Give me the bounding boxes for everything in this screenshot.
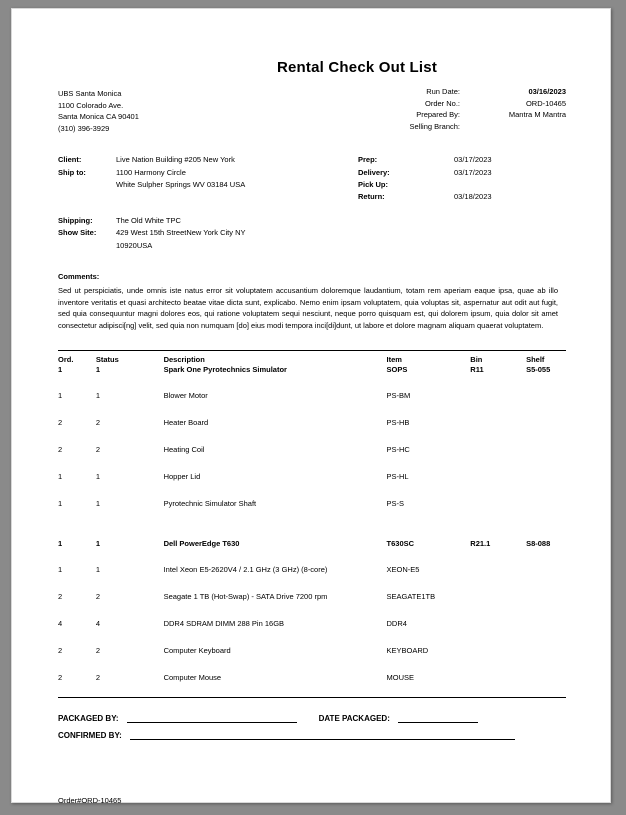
- confirmed-by-field[interactable]: [130, 729, 515, 740]
- meta-prepared-by: [296, 109, 566, 121]
- company-address: [58, 86, 139, 134]
- cell-description: Intel Xeon E5-2620V4 / 2.1 GHz (3 GHz) (8-core): [163, 564, 328, 574]
- cell-bin: R21.1: [470, 538, 491, 548]
- cell-status: 1: [95, 471, 101, 481]
- header-row: [58, 86, 566, 134]
- shipping-label: Shipping:: [58, 216, 93, 226]
- client-value: 1100 Harmony Circle: [116, 167, 186, 177]
- date-value: 03/17/2023: [454, 155, 492, 165]
- items-table: [58, 355, 566, 691]
- cell-item: MOUSE: [386, 672, 415, 682]
- document-body: [58, 59, 566, 805]
- date-label: Prep:: [358, 155, 378, 165]
- meta-label: Run Date:: [426, 87, 460, 96]
- cell-item: SEAGATE1TB: [386, 591, 436, 601]
- meta-label: Prepared By:: [416, 110, 460, 120]
- date-packaged-field[interactable]: [398, 712, 478, 723]
- cell-description: Seagate 1 TB (Hot-Swap) - SATA Drive 7200 rpm: [163, 591, 328, 601]
- client-value: Live Nation Building #205 New York: [116, 155, 235, 165]
- table-row: [58, 583, 566, 610]
- meta-label: Selling Branch:: [409, 121, 460, 131]
- date-values: [454, 154, 566, 203]
- meta-value: ORD-10465: [525, 98, 566, 108]
- cell-status: 1: [95, 538, 101, 548]
- cell-bin: [470, 463, 526, 490]
- cell-ord: 2: [58, 417, 63, 427]
- packaged-by-field[interactable]: [127, 712, 297, 723]
- cell-shelf: [526, 583, 566, 610]
- date-packaged-label: DATE PACKAGED:: [318, 713, 390, 723]
- table-group-spacer: [58, 517, 566, 539]
- column-header-ord: Ord.: [58, 354, 74, 364]
- date-label: Return:: [358, 191, 385, 201]
- order-footer: Order#ORD-10465: [58, 795, 122, 805]
- shipping-values: [116, 215, 566, 252]
- date-value: [454, 179, 566, 191]
- cell-bin: [470, 490, 526, 517]
- company-line: (310) 396-3929: [58, 123, 110, 133]
- table-row: [58, 463, 566, 490]
- shipping-value: The Old White TPC: [116, 216, 181, 226]
- table-row: [58, 637, 566, 664]
- column-header-status: Status: [95, 354, 119, 364]
- meta-label: Order No.:: [424, 98, 460, 108]
- packaged-by-row: [58, 706, 566, 723]
- table-row: [58, 436, 566, 463]
- date-value: 03/17/2023: [454, 167, 492, 177]
- cell-ord: 4: [58, 618, 63, 628]
- cell-shelf: [526, 409, 566, 436]
- cell-ord: 1: [58, 471, 63, 481]
- table-top-rule: [58, 350, 566, 351]
- table-row: [58, 490, 566, 517]
- signature-area: [58, 706, 566, 742]
- cell-bin: R11: [470, 364, 484, 374]
- cell-status: 1: [95, 564, 101, 574]
- shipping-value: 429 West 15th StreetNew York City NY: [116, 228, 246, 238]
- cell-status: 2: [95, 444, 101, 454]
- table-row: [58, 382, 566, 409]
- cell-bin: [470, 583, 526, 610]
- company-line: UBS Santa Monica: [58, 89, 122, 98]
- cell-ord: 1: [58, 364, 63, 374]
- cell-bin: [470, 382, 526, 409]
- cell-ord: 2: [58, 444, 63, 454]
- table-row: [58, 409, 566, 436]
- cell-ord: 2: [58, 645, 63, 655]
- cell-description: Pyrotechnic Simulator Shaft: [163, 498, 257, 508]
- cell-bin: [470, 436, 526, 463]
- packaged-by-label: PACKAGED BY:: [58, 713, 119, 723]
- cell-bin: [470, 610, 526, 637]
- date-label: Delivery:: [358, 167, 390, 177]
- document-page: [11, 8, 611, 803]
- cell-item: SOPS: [386, 364, 408, 374]
- cell-bin: [470, 637, 526, 664]
- cell-item: PS-S: [386, 498, 405, 508]
- date-value: 03/18/2023: [454, 191, 492, 201]
- comments-title: Comments:: [58, 271, 100, 281]
- client-value: White Sulpher Springs WV 03184 USA: [116, 179, 246, 189]
- cell-bin: [470, 664, 526, 691]
- cell-shelf: S5-055: [526, 364, 551, 374]
- client-info: [58, 154, 358, 203]
- table-row: [58, 539, 566, 556]
- meta-value: [470, 121, 566, 133]
- cell-ord: 1: [58, 390, 63, 400]
- table-row: [58, 365, 566, 382]
- items-table-body: [58, 365, 566, 691]
- confirmed-by-label: CONFIRMED BY:: [58, 730, 122, 740]
- client-label: Ship to:: [58, 167, 86, 177]
- cell-ord: 1: [58, 498, 63, 508]
- cell-item: PS-HC: [386, 444, 410, 454]
- cell-shelf: [526, 436, 566, 463]
- page-title: Rental Check Out List: [276, 59, 438, 76]
- cell-status: 2: [95, 591, 101, 601]
- table-header-row: [58, 355, 566, 365]
- cell-ord: 1: [58, 538, 63, 548]
- table-row: [58, 556, 566, 583]
- client-label: [58, 179, 116, 191]
- shipping-label: [58, 240, 116, 252]
- client-block: [58, 154, 566, 203]
- cell-status: 2: [95, 645, 101, 655]
- cell-description: Hopper Lid: [163, 471, 201, 481]
- cell-status: 1: [95, 364, 101, 374]
- client-label: Client:: [58, 155, 82, 165]
- cell-shelf: [526, 637, 566, 664]
- shipping-block: [58, 215, 566, 252]
- cell-item: DDR4: [386, 618, 407, 628]
- table-row: [58, 664, 566, 691]
- shipping-value: 10920USA: [116, 240, 153, 250]
- cell-item: T630SC: [386, 538, 415, 548]
- meta-selling-branch: [296, 121, 566, 133]
- client-labels: [58, 154, 116, 203]
- comments-body: Sed ut perspiciatis, unde omnis iste natus error sit voluptatem accusantium doloremque laudantium, totam rem aperiam eaque ipsa, quae ab illo inventore veritatis et quasi architecto beatae vitae dicta sunt, explicabo. Nemo enim ipsam voluptatem, quia voluptas sit, aspernatur aut odit aut fugit, sed quia consequuntur magni dolores eos, qui ratione voluptatem sequi nesciunt, neque porro quisquam est, qui dolorem ipsum, quia dolor sit amet consectetur adipisci[ng] velit, sed quia non numquam [do] eius modi tempora inci[di]dunt, ut labore et dolore magnam aliquam quaerat voluptatem.: [58, 285, 558, 331]
- confirmed-by-row: [58, 723, 566, 740]
- cell-description: Heating Coil: [163, 444, 205, 454]
- meta-value: 03/16/2023: [528, 87, 566, 96]
- cell-description: Spark One Pyrotechnics Simulator: [163, 364, 287, 374]
- cell-bin: [470, 556, 526, 583]
- meta-run-date: [296, 86, 566, 98]
- cell-ord: 2: [58, 591, 63, 601]
- cell-description: Heater Board: [163, 417, 209, 427]
- cell-shelf: [526, 382, 566, 409]
- cell-item: PS-HL: [386, 471, 409, 481]
- cell-status: 1: [95, 498, 101, 508]
- cell-status: 1: [95, 390, 101, 400]
- cell-shelf: [526, 556, 566, 583]
- cell-status: 2: [95, 417, 101, 427]
- column-header-description: Description: [163, 354, 205, 364]
- order-meta: [296, 86, 566, 132]
- company-line: Santa Monica CA 90401: [58, 112, 139, 122]
- company-line: 1100 Colorado Ave.: [58, 100, 124, 110]
- cell-description: Computer Mouse: [163, 672, 222, 682]
- signature-rule: [58, 697, 566, 698]
- meta-value: Mantra M Mantra: [508, 110, 566, 120]
- cell-shelf: [526, 610, 566, 637]
- shipping-labels: [58, 215, 116, 252]
- shipping-label: Show Site:: [58, 228, 97, 238]
- cell-item: PS-BM: [386, 390, 411, 400]
- cell-item: PS-HB: [386, 417, 410, 427]
- cell-description: Blower Motor: [163, 390, 208, 400]
- cell-description: Dell PowerEdge T630: [163, 538, 240, 548]
- column-header-bin: Bin: [470, 354, 483, 364]
- date-info: [358, 154, 566, 203]
- cell-shelf: [526, 463, 566, 490]
- date-labels: [358, 154, 454, 203]
- column-header-item: Item: [386, 354, 402, 364]
- cell-status: 4: [95, 618, 101, 628]
- cell-description: DDR4 SDRAM DIMM 288 Pin 16GB: [163, 618, 285, 628]
- cell-shelf: S8-088: [526, 538, 551, 548]
- cell-description: Computer Keyboard: [163, 645, 231, 655]
- cell-item: XEON-E5: [386, 564, 420, 574]
- meta-order-no: [296, 98, 566, 110]
- cell-bin: [470, 409, 526, 436]
- cell-shelf: [526, 490, 566, 517]
- table-row: [58, 610, 566, 637]
- cell-item: KEYBOARD: [386, 645, 429, 655]
- cell-status: 2: [95, 672, 101, 682]
- column-header-shelf: Shelf: [526, 354, 545, 364]
- cell-ord: 1: [58, 564, 63, 574]
- cell-shelf: [526, 664, 566, 691]
- client-values: [116, 154, 358, 203]
- date-label: Pick Up:: [358, 179, 389, 189]
- cell-ord: 2: [58, 672, 63, 682]
